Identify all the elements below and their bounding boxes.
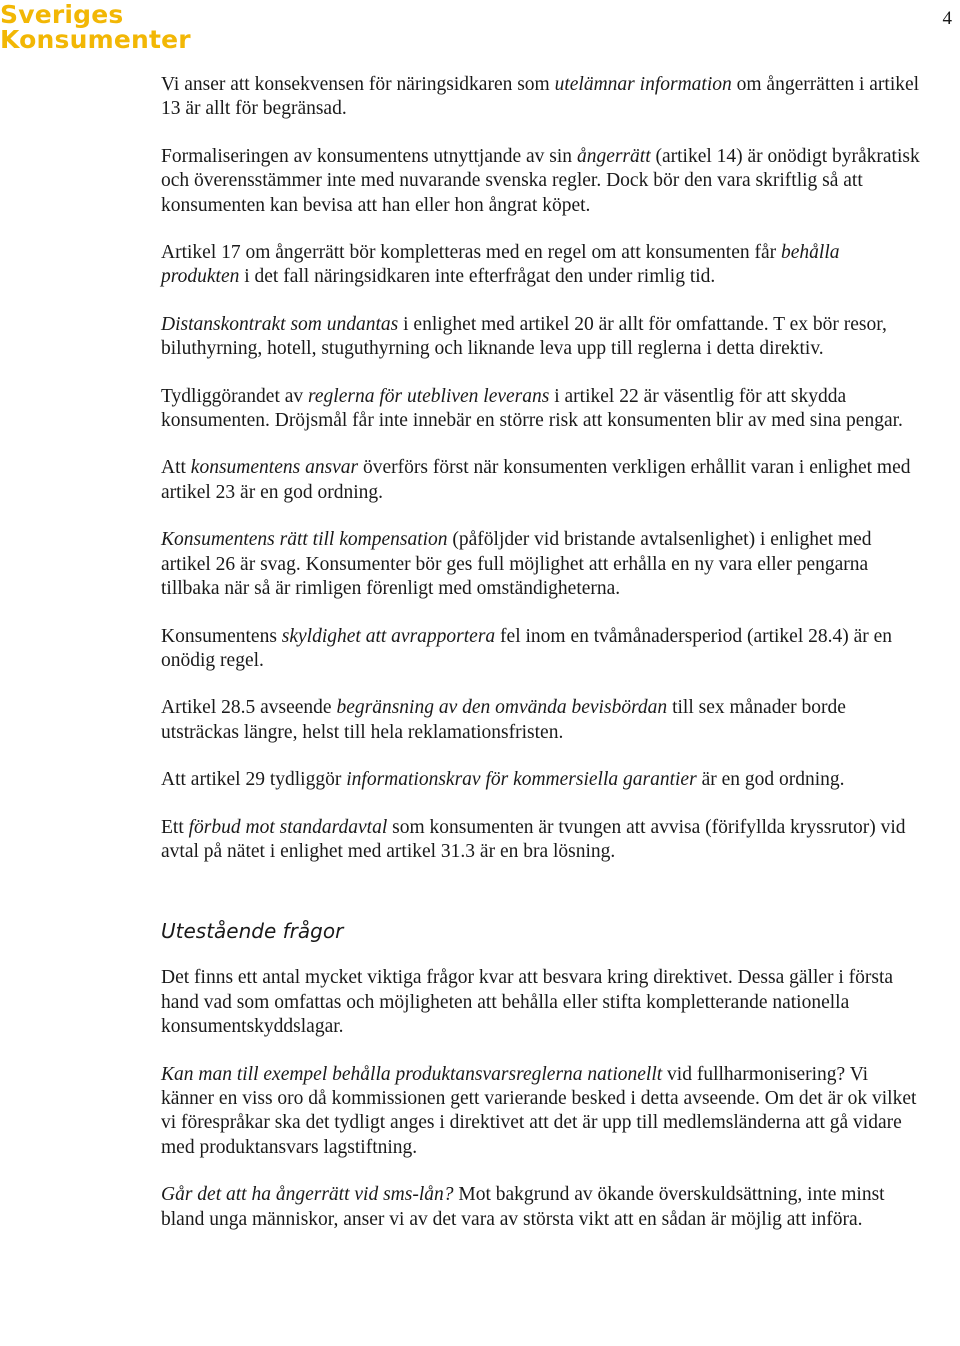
- paragraph: [161, 1183, 921, 1232]
- emphasis-text: ångerrätt: [576, 145, 651, 167]
- emphasis-text: Distanskontrakt som undantas: [161, 313, 399, 335]
- paragraph: [161, 696, 921, 745]
- emphasis-text: Kan man till exempel behålla produktansvarsreglerna nationellt: [161, 1063, 663, 1085]
- paragraph-text: Tydliggörandet av: [161, 385, 309, 407]
- paragraph-text: vid fullharmonisering? Vi känner en viss oro då kommissionen gett varierande besked i detta avseende. Om det är ok vilket vi förespråkar ska det tydligt anges i direktivet att det är upp till medlemsländerna att gå vidare med produktansvars lagstiftning.: [161, 1063, 917, 1158]
- paragraph-text: till sex månader borde utsträckas längre, helst till hela reklamationsfristen.: [161, 697, 846, 743]
- section-heading: Utestående frågor: [161, 919, 344, 944]
- emphasis-text: förbud mot standardavtal: [188, 816, 388, 838]
- paragraph-text: Ett: [161, 816, 189, 838]
- emphasis-text: informationskrav för kommersiella garantier: [346, 769, 697, 791]
- paragraph-text: Artikel 28.5 avseende: [161, 697, 337, 719]
- paragraph: [161, 241, 921, 290]
- paragraph-text: Det finns ett antal mycket viktiga frågor kvar att besvara kring direktivet. Dessa gäller i första hand vad som omfattas och möjligheten att behålla eller stifta kompletterande nationella konsumentskyddslagar.: [161, 967, 894, 1038]
- paragraph-text: som konsumenten är tvungen att avvisa (förifyllda kryssrutor) vid avtal på nätet i enlighet med artikel 31.3 är en bra lösning.: [161, 816, 906, 862]
- paragraph: [161, 816, 921, 865]
- paragraph: [161, 385, 921, 434]
- paragraph: [161, 966, 921, 1039]
- paragraph: [161, 313, 921, 362]
- paragraph: [161, 145, 921, 218]
- paragraph: [161, 456, 921, 505]
- paragraph-text: Att artikel 29 tydliggör: [161, 769, 347, 791]
- paragraphs-before: [161, 73, 921, 864]
- paragraph-text: i det fall näringsidkaren inte efterfrågat den under rimlig tid.: [239, 266, 716, 288]
- paragraph-text: Konsumentens: [161, 625, 282, 647]
- emphasis-text: utelämnar information: [554, 74, 732, 95]
- paragraph: [161, 528, 921, 601]
- emphasis-text: konsumentens ansvar: [190, 457, 359, 479]
- paragraph-text: fel inom en tvåmånadersperiod (artikel 28.4) är en onödig regel.: [161, 625, 893, 671]
- paragraph-text: överförs först när konsumenten verkligen erhållit varan i enlighet med artikel 23 är en god ordning.: [161, 457, 911, 503]
- paragraph-text: om ångerrätten i artikel 13 är allt för begränsad.: [161, 74, 920, 120]
- emphasis-text: begränsning av den omvända bevisbördan: [336, 697, 668, 719]
- paragraph-text: i enlighet med artikel 20 är allt för omfattande. T ex bör resor, biluthyrning, hotell, stuguthyrning och liknande leva upp till reglerna i detta direktiv.: [161, 313, 887, 360]
- paragraph-text: (artikel 14) är onödigt byråkratisk och överensstämmer inte med nuvarande svenska regler. Dock bör den vara skriftlig så att konsumenten kan bevisa att han eller hon ångrat köpet.: [161, 145, 920, 216]
- paragraph-text: Att: [161, 457, 191, 479]
- emphasis-text: behålla produkten: [161, 242, 840, 288]
- paragraph-text: i artikel 22 är väsentlig för att skydda konsumenten. Dröjsmål får inte innebär en större risk att konsumenten blir av med sina pengar.: [161, 385, 903, 432]
- paragraph: [161, 768, 921, 792]
- paragraph: [161, 73, 921, 122]
- page-number: 4: [942, 8, 952, 29]
- emphasis-text: Går det att ha ångerrätt vid sms-lån?: [161, 1184, 454, 1206]
- logo-line-1: Sveriges: [0, 0, 124, 29]
- paragraph-text: (påföljder vid bristande avtalsenlighet) i enlighet med artikel 26 är svag. Konsumenter bör ges full möjlighet att erhålla en ny vara eller pengarna tillbaka när så är rimligen förenligt med omständigheterna.: [161, 529, 872, 600]
- paragraph-text: Vi anser att konsekvensen för näringsidkaren som: [161, 74, 555, 95]
- paragraph: [161, 625, 921, 674]
- emphasis-text: Konsumentens rätt till kompensation: [161, 529, 448, 551]
- paragraph-text: är en god ordning.: [696, 769, 845, 791]
- document-body: [161, 73, 921, 1255]
- paragraph-text: Artikel 17 om ångerrätt bör kompletteras med en regel om att konsumenten får: [161, 242, 782, 264]
- paragraph-text: Formaliseringen av konsumentens utnyttjande av sin: [161, 145, 577, 167]
- emphasis-text: skyldighet att avrapportera: [281, 625, 496, 647]
- logo: [0, 2, 191, 52]
- emphasis-text: reglerna för utebliven leverans: [308, 385, 550, 407]
- logo-line-2: Konsumenter: [0, 25, 191, 54]
- paragraphs-after: [161, 966, 921, 1232]
- paragraph: [161, 1063, 921, 1161]
- paragraph-text: Mot bakgrund av ökande överskuldsättning, inte minst bland unga människor, anser vi av det vara av största vikt att en sådan är möjlig att införa.: [161, 1184, 885, 1230]
